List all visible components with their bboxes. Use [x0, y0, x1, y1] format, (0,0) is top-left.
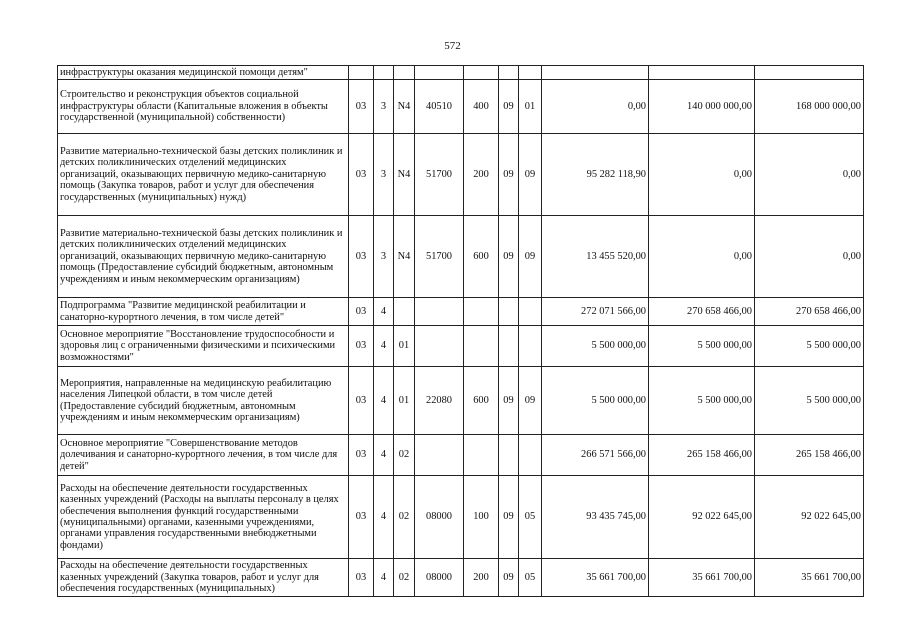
program-code: 03 [349, 476, 374, 559]
event-code: N4 [394, 80, 415, 134]
subsection-code: 01 [519, 80, 542, 134]
program-code: 03 [349, 435, 374, 476]
subprogram-code: 4 [374, 559, 394, 597]
table-row [58, 298, 864, 326]
section-code [499, 298, 519, 326]
subsection-code [519, 298, 542, 326]
event-code: N4 [394, 134, 415, 216]
program-code [349, 66, 374, 80]
row-description: Строительство и реконструкция объектов социальной инфраструктуры области (Капитальные вложения в объекты государственной (муниципальной) собственности) [58, 80, 349, 134]
expense-type-code: 600 [464, 367, 499, 435]
amount-year-1: 13 455 520,00 [542, 216, 649, 298]
page-number: 572 [444, 40, 461, 52]
table-body [58, 66, 864, 597]
subsection-code [519, 435, 542, 476]
amount-year-3: 0,00 [755, 216, 864, 298]
section-code: 09 [499, 367, 519, 435]
table-row [58, 435, 864, 476]
table-row [58, 216, 864, 298]
subprogram-code: 4 [374, 476, 394, 559]
section-code: 09 [499, 216, 519, 298]
direction-code: 51700 [415, 216, 464, 298]
section-code: 09 [499, 80, 519, 134]
table-row [58, 559, 864, 597]
row-description: Подпрограмма "Развитие медицинской реабилитации и санаторно-курортного лечения, в том числе детей" [58, 298, 349, 326]
subsection-code [519, 326, 542, 367]
amount-year-1: 0,00 [542, 80, 649, 134]
amount-year-2: 35 661 700,00 [649, 559, 755, 597]
section-code [499, 66, 519, 80]
table-row [58, 134, 864, 216]
expense-type-code [464, 298, 499, 326]
amount-year-3: 35 661 700,00 [755, 559, 864, 597]
amount-year-2: 92 022 645,00 [649, 476, 755, 559]
direction-code [415, 435, 464, 476]
table-row [58, 326, 864, 367]
event-code: 02 [394, 559, 415, 597]
row-description: Основное мероприятие "Восстановление трудоспособности и здоровья лиц с ограниченными физическими и психическими возможностями" [58, 326, 349, 367]
table-row [58, 80, 864, 134]
amount-year-2: 5 500 000,00 [649, 367, 755, 435]
section-code: 09 [499, 476, 519, 559]
direction-code: 08000 [415, 559, 464, 597]
amount-year-3: 5 500 000,00 [755, 367, 864, 435]
amount-year-1: 272 071 566,00 [542, 298, 649, 326]
table-row [58, 476, 864, 559]
subprogram-code: 4 [374, 367, 394, 435]
expense-type-code: 600 [464, 216, 499, 298]
amount-year-1: 95 282 118,90 [542, 134, 649, 216]
subsection-code: 09 [519, 216, 542, 298]
event-code: 01 [394, 326, 415, 367]
amount-year-1: 35 661 700,00 [542, 559, 649, 597]
direction-code [415, 298, 464, 326]
row-description: Развитие материально-технической базы детских поликлиник и детских поликлинических отделений медицинских организаций, оказывающих первичную медико-санитарную помощь (Предоставление субсидий бюджетным, автономным учреждениям и иным некоммерческим организациям) [58, 216, 349, 298]
direction-code: 51700 [415, 134, 464, 216]
program-code: 03 [349, 367, 374, 435]
amount-year-2: 265 158 466,00 [649, 435, 755, 476]
amount-year-2: 0,00 [649, 216, 755, 298]
subsection-code: 05 [519, 476, 542, 559]
event-code: 02 [394, 476, 415, 559]
event-code: 01 [394, 367, 415, 435]
amount-year-2: 140 000 000,00 [649, 80, 755, 134]
event-code: 02 [394, 435, 415, 476]
subprogram-code [374, 66, 394, 80]
section-code [499, 435, 519, 476]
direction-code: 08000 [415, 476, 464, 559]
amount-year-3: 92 022 645,00 [755, 476, 864, 559]
program-code: 03 [349, 216, 374, 298]
subprogram-code: 4 [374, 326, 394, 367]
subsection-code: 05 [519, 559, 542, 597]
row-description: Основное мероприятие "Совершенствование методов долечивания и санаторно-курортного лечения, в том числе для детей" [58, 435, 349, 476]
row-description: Развитие материально-технической базы детских поликлиник и детских поликлинических отделений медицинских организаций, оказывающих первичную медико-санитарную помощь (Закупка товаров, работ и услуг для обеспечения государственных (муниципальных) нужд) [58, 134, 349, 216]
subprogram-code: 4 [374, 298, 394, 326]
program-code: 03 [349, 559, 374, 597]
row-description: Мероприятия, направленные на медицинскую реабилитацию населения Липецкой области, в том числе детей (Предоставление субсидий бюджетным, автономным учреждениям и иным некоммерческим организациям) [58, 367, 349, 435]
subprogram-code: 3 [374, 80, 394, 134]
direction-code: 22080 [415, 367, 464, 435]
event-code: N4 [394, 216, 415, 298]
expense-type-code: 200 [464, 559, 499, 597]
row-description: Расходы на обеспечение деятельности государственных казенных учреждений (Расходы на выплаты персоналу в целях обеспечения выполнения функций государственными (муниципальными) органами, казенными учреждениями, органами управления государственными внебюджетными фондами) [58, 476, 349, 559]
amount-year-3: 168 000 000,00 [755, 80, 864, 134]
subprogram-code: 4 [374, 435, 394, 476]
amount-year-2: 5 500 000,00 [649, 326, 755, 367]
direction-code [415, 326, 464, 367]
subsection-code: 09 [519, 367, 542, 435]
direction-code [415, 66, 464, 80]
table-row [58, 66, 864, 80]
amount-year-1: 5 500 000,00 [542, 367, 649, 435]
program-code: 03 [349, 326, 374, 367]
amount-year-3: 270 658 466,00 [755, 298, 864, 326]
amount-year-2: 270 658 466,00 [649, 298, 755, 326]
expense-type-code: 100 [464, 476, 499, 559]
row-description: инфраструктуры оказания медицинской помощи детям" [58, 66, 349, 80]
amount-year-1: 5 500 000,00 [542, 326, 649, 367]
expense-type-code: 200 [464, 134, 499, 216]
section-code: 09 [499, 134, 519, 216]
expense-type-code: 400 [464, 80, 499, 134]
program-code: 03 [349, 134, 374, 216]
program-code: 03 [349, 298, 374, 326]
expense-type-code [464, 435, 499, 476]
amount-year-3: 5 500 000,00 [755, 326, 864, 367]
section-code: 09 [499, 559, 519, 597]
section-code [499, 326, 519, 367]
direction-code: 40510 [415, 80, 464, 134]
amount-year-1: 266 571 566,00 [542, 435, 649, 476]
amount-year-1: 93 435 745,00 [542, 476, 649, 559]
subprogram-code: 3 [374, 134, 394, 216]
amount-year-1 [542, 66, 649, 80]
subsection-code: 09 [519, 134, 542, 216]
amount-year-2 [649, 66, 755, 80]
row-description: Расходы на обеспечение деятельности государственных казенных учреждений (Закупка товаров, работ и услуг для обеспечения государственных (муниципальных) [58, 559, 349, 597]
subprogram-code: 3 [374, 216, 394, 298]
budget-table [57, 65, 864, 597]
amount-year-3: 265 158 466,00 [755, 435, 864, 476]
table-row [58, 367, 864, 435]
amount-year-2: 0,00 [649, 134, 755, 216]
expense-type-code [464, 326, 499, 367]
event-code [394, 298, 415, 326]
amount-year-3: 0,00 [755, 134, 864, 216]
event-code [394, 66, 415, 80]
subsection-code [519, 66, 542, 80]
expense-type-code [464, 66, 499, 80]
amount-year-3 [755, 66, 864, 80]
program-code: 03 [349, 80, 374, 134]
